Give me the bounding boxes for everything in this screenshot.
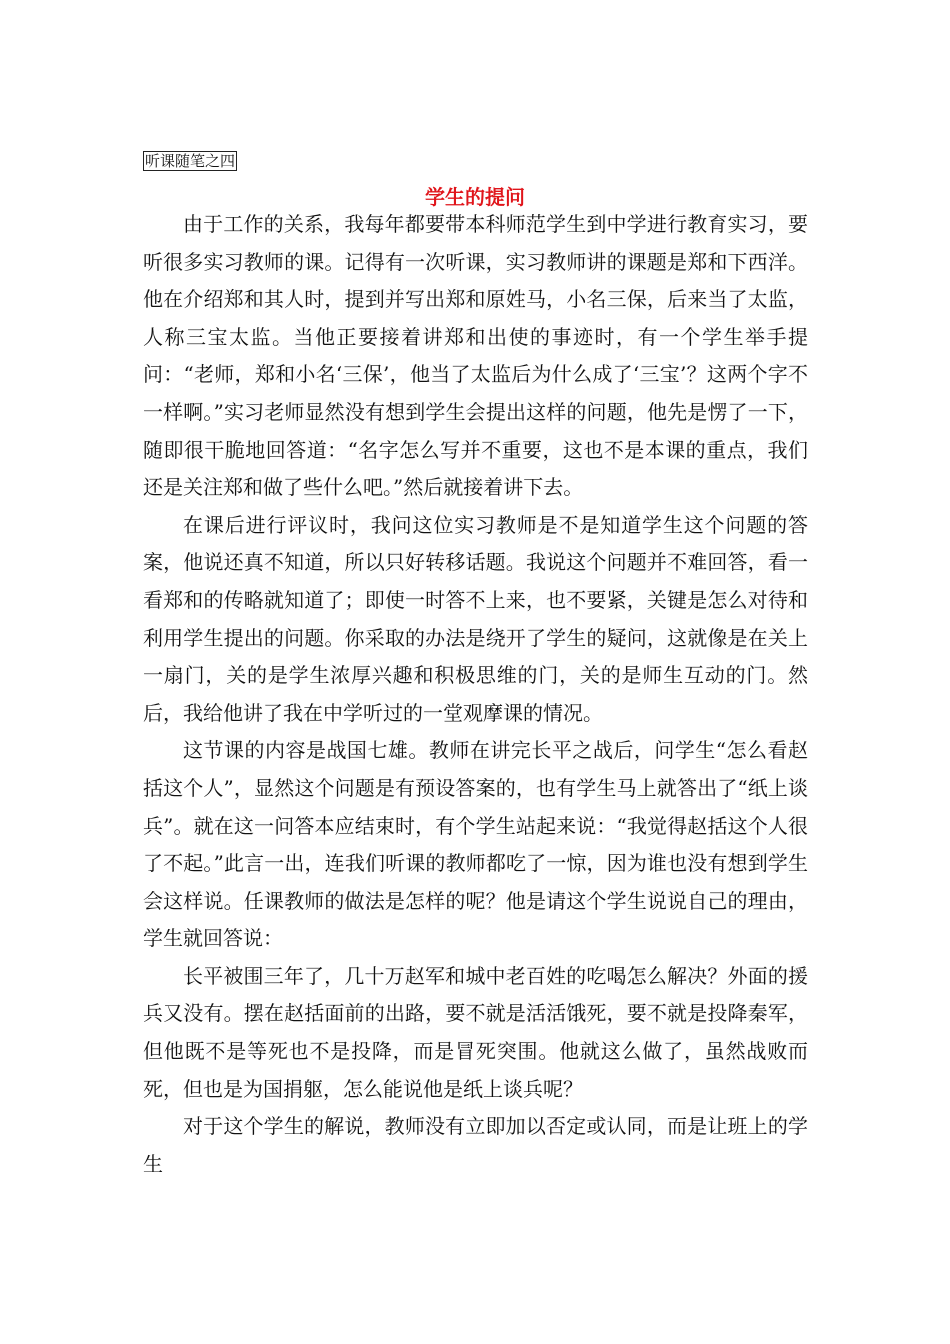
document-body [143, 206, 808, 1183]
paragraph-4: 长平被围三年了，几十万赵军和城中老百姓的吃喝怎么解决？外面的援兵又没有。摆在赵括面前的出路，要不就是活活饿死，要不就是投降秦军，但他既不是等死也不是投降，而是冒死突围。他就这么做了，虽然战败而死，但也是为国捐躯，怎么能说他是纸上谈兵呢？ [143, 963, 808, 1101]
series-label: 听课随笔之四 [145, 152, 236, 170]
paragraph-3: 这节课的内容是战国七雄。教师在讲完长平之战后，问学生“怎么看赵括这个人”，显然这个问题是有预设答案的，也有学生马上就答出了“纸上谈兵”。就在这一问答本应结束时，有个学生站起来说：“我觉得赵括这个人很了不起。”此言一出，连我们听课的教师都吃了一惊，因为谁也没有想到学生会这样说。任课教师的做法是怎样的呢？他是请这个学生说说自己的理由，学生就回答说： [143, 738, 808, 951]
paragraph-1: 由于工作的关系，我每年都要带本科师范学生到中学进行教育实习，要听很多实习教师的课。记得有一次听课，实习教师讲的课题是郑和下西洋。他在介绍郑和其人时，提到并写出郑和原姓马，小名三保，后来当了太监，人称三宝太监。当他正要接着讲郑和出使的事迹时，有一个学生举手提问：“老师，郑和小名‘三保’，他当了太监后为什么成了‘三宝’？这两个字不一样啊。”实习老师显然没有想到学生会提出这样的问题，他先是愣了一下，随即很干脆地回答道：“名字怎么写并不重要，这也不是本课的重点，我们还是关注郑和做了些什么吧。”然后就接着讲下去。 [143, 212, 808, 500]
paragraph-2: 在课后进行评议时，我问这位实习教师是不是知道学生这个问题的答案，他说还真不知道，所以只好转移话题。我说这个问题并不难回答，看一看郑和的传略就知道了；即使一时答不上来，也不要紧，关键是怎么对待和利用学生提出的问题。你采取的办法是绕开了学生的疑问，这就像是在关上一扇门，关的是学生浓厚兴趣和积极思维的门，关的是师生互动的门。然后，我给他讲了我在中学听过的一堂观摩课的情况。 [143, 512, 808, 725]
document-title: 学生的提问 [425, 185, 525, 209]
paragraph-5: 对于这个学生的解说，教师没有立即加以否定或认同，而是让班上的学生 [143, 1114, 808, 1176]
